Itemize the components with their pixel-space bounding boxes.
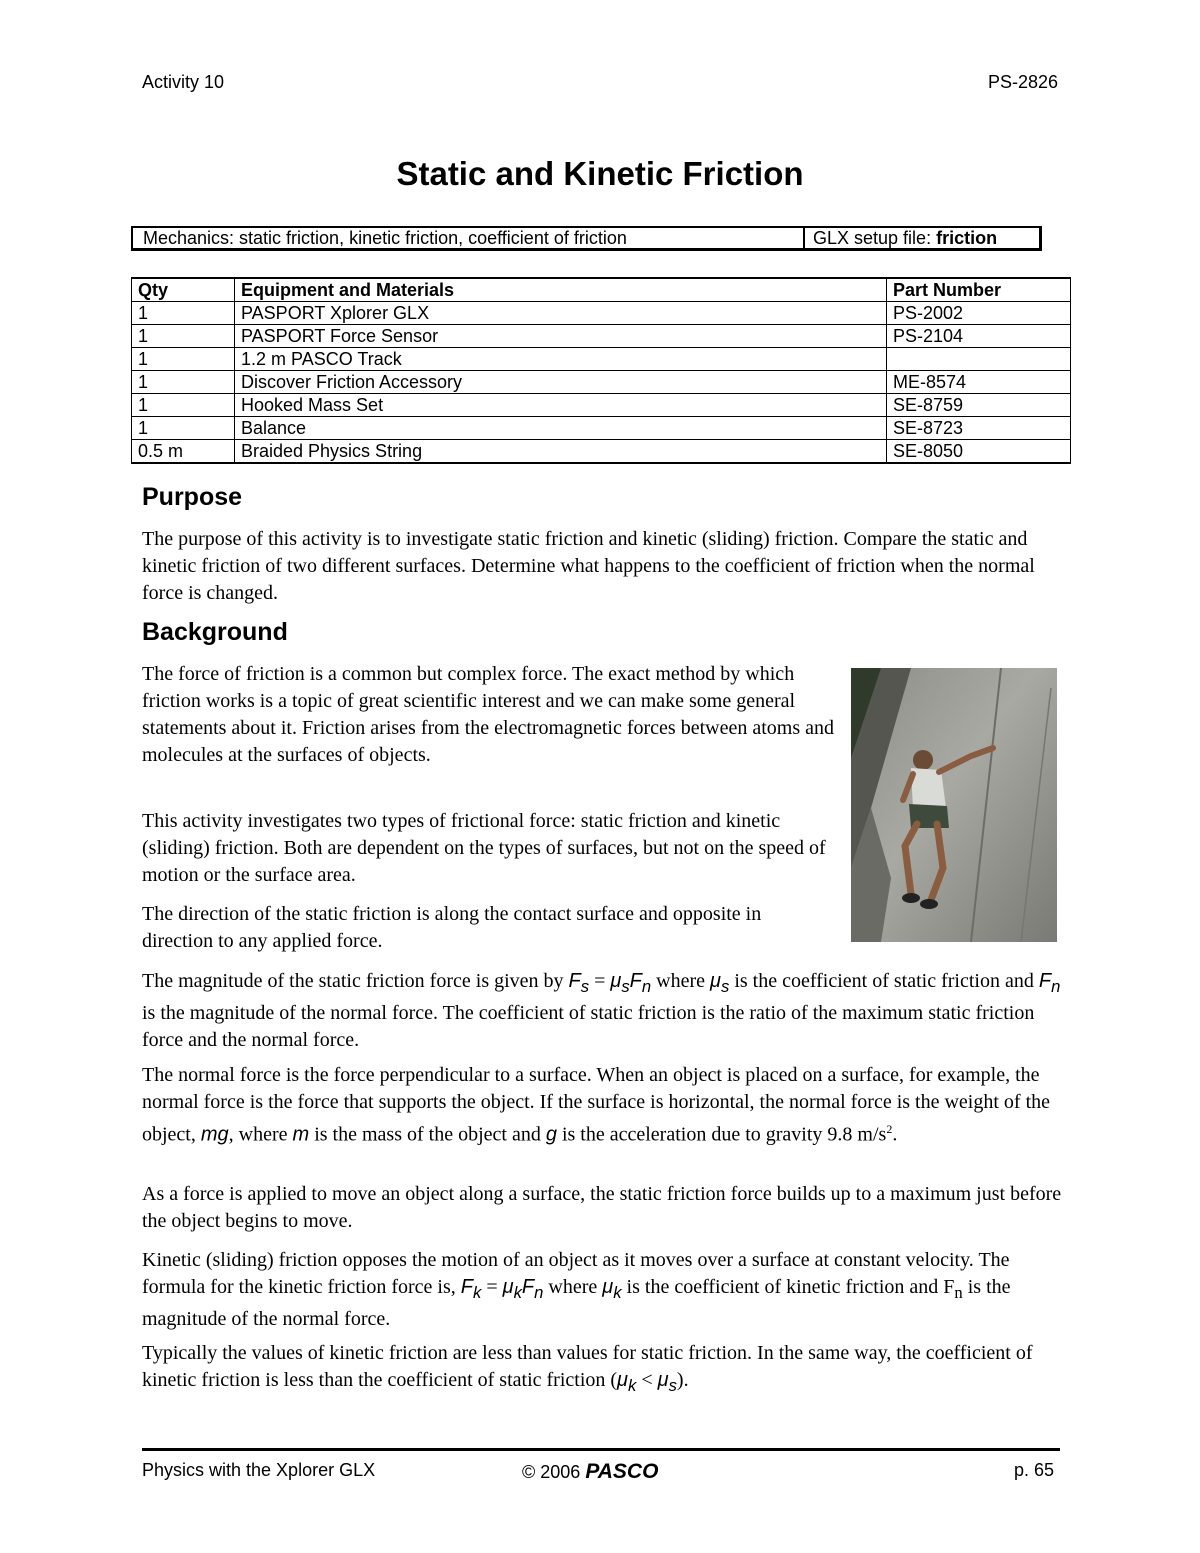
column-header-qty: Qty bbox=[132, 278, 235, 302]
equipment-cell: PASPORT Force Sensor bbox=[235, 325, 887, 348]
page-title: Static and Kinetic Friction bbox=[396, 155, 804, 192]
header-activity: Activity 10 bbox=[142, 72, 225, 92]
mu-k-symbol: $\mu_k$ bbox=[602, 1276, 622, 1302]
table-row bbox=[132, 394, 1071, 417]
setup-file-label: GLX setup file: bbox=[813, 228, 937, 248]
background-paragraph-7 bbox=[142, 1247, 1072, 1333]
equipment-cell: 1.2 m PASCO Track bbox=[235, 348, 887, 371]
mu-s-symbol: $\mu_s$ bbox=[610, 970, 630, 996]
equipment-cell: PASPORT Xplorer GLX bbox=[235, 302, 887, 325]
topic-box bbox=[131, 226, 1042, 251]
qty-cell: 1 bbox=[132, 394, 235, 417]
equals-sign: = bbox=[481, 1276, 503, 1298]
qty-cell: 1 bbox=[132, 302, 235, 325]
p4-text-d: is the magnitude of the normal force. The coefficient of static friction is the ratio of the maximum static friction force and the normal force. bbox=[142, 1002, 1035, 1051]
qty-cell: 1 bbox=[132, 325, 235, 348]
p5-text-c: is the mass of the object and bbox=[309, 1123, 546, 1146]
qty-cell: 0.5 m bbox=[132, 440, 235, 464]
footer-page-number: p. 65 bbox=[1013, 1460, 1054, 1480]
background-paragraph-1: The force of friction is a common but complex force. The exact method by which friction works is a topic of great scientific interest and we can make some general statements about it. Friction arises from the electromagnetic forces between atoms and molecules at the surfaces of objects. bbox=[142, 663, 834, 766]
copyright-text: © 2006 bbox=[522, 1462, 586, 1482]
p5-text-d: is the acceleration due to gravity 9.8 m/s bbox=[556, 1123, 887, 1146]
p7-text-d: is the magnitude of the normal force. bbox=[142, 1276, 1011, 1330]
table-row bbox=[132, 348, 1071, 371]
equipment-cell: Discover Friction Accessory bbox=[235, 371, 887, 394]
background-paragraph-5 bbox=[142, 1062, 1072, 1149]
p5-text-e: . bbox=[892, 1123, 898, 1146]
equipment-table bbox=[131, 277, 1071, 464]
p7-text-c: is the coefficient of kinetic friction and F bbox=[621, 1276, 955, 1298]
setup-file-name: friction bbox=[936, 228, 998, 248]
qty-cell: 1 bbox=[132, 371, 235, 394]
equipment-cell: Balance bbox=[235, 417, 887, 440]
kinetic-friction-symbol: $F_k$ bbox=[460, 1276, 482, 1302]
purpose-heading: Purpose bbox=[142, 483, 243, 511]
p4-text-b: where bbox=[651, 970, 711, 992]
qty-cell: 1 bbox=[132, 348, 235, 371]
squared-superscript: 2 bbox=[886, 1122, 893, 1136]
mass-symbol: m bbox=[292, 1123, 310, 1146]
table-row bbox=[132, 371, 1071, 394]
weight-symbol: mg bbox=[200, 1123, 229, 1146]
p4-text-c: is the coefficient of static friction and bbox=[729, 970, 1039, 992]
equipment-cell: Braided Physics String bbox=[235, 440, 887, 464]
purpose-text: The purpose of this activity is to investigate static friction and kinetic (sliding) friction. Compare the static and kinetic friction of two different surfaces. Determine what happens to the coefficient of friction when the normal force is changed. bbox=[142, 528, 1035, 604]
part-number-cell: SE-8723 bbox=[887, 417, 1071, 440]
p8-text-b: ). bbox=[676, 1369, 689, 1391]
static-friction-symbol: $F_s$ bbox=[568, 970, 590, 996]
setup-file-cell bbox=[805, 228, 997, 248]
topic-list: Mechanics: static friction, kinetic friction, coefficient of friction bbox=[133, 228, 805, 248]
footer-divider bbox=[142, 1448, 1060, 1451]
background-paragraph-4 bbox=[142, 968, 1072, 1054]
normal-force-symbol: $F_n$ bbox=[629, 970, 652, 996]
p5-text-a: The normal force is the force perpendicular to a surface. When an object is placed on a surface, for example, the normal force is the force that supports the object. If the surface is horizontal, the normal force is the weight of the object, bbox=[142, 1064, 1051, 1146]
table-row bbox=[132, 417, 1071, 440]
table-row bbox=[132, 440, 1071, 464]
normal-force-symbol: $F_n$ bbox=[521, 1276, 544, 1302]
background-heading: Background bbox=[142, 618, 288, 646]
mu-k-symbol: $\mu_k$ bbox=[502, 1276, 522, 1302]
header-part-number: PS-2826 bbox=[987, 72, 1058, 92]
rock-climber-photo bbox=[851, 668, 1057, 942]
p7-text-b: where bbox=[543, 1276, 603, 1298]
footer-book-title: Physics with the Xplorer GLX bbox=[142, 1460, 376, 1480]
column-header-equipment: Equipment and Materials bbox=[235, 278, 887, 302]
table-row bbox=[132, 302, 1071, 325]
p5-text-b: , where bbox=[228, 1123, 293, 1146]
qty-cell: 1 bbox=[132, 417, 235, 440]
p4-text-a: The magnitude of the static friction force is given by bbox=[142, 970, 569, 992]
less-than-sign: < bbox=[636, 1369, 658, 1391]
part-number-cell bbox=[887, 348, 1071, 371]
p8-text-a: Typically the values of kinetic friction are less than values for static friction. In the same way, the coefficient of kinetic friction is less than the coefficient of static friction ( bbox=[142, 1342, 1033, 1391]
pasco-logo: PASCO bbox=[585, 1460, 659, 1483]
gravity-symbol: g bbox=[545, 1123, 557, 1146]
mu-s-symbol: $\mu_s$ bbox=[657, 1369, 677, 1395]
table-header-row bbox=[132, 278, 1071, 302]
background-paragraph-6: As a force is applied to move an object along a surface, the static friction force builds up to a maximum just before the object begins to move. bbox=[142, 1183, 1062, 1232]
mu-s-symbol: $\mu_s$ bbox=[710, 970, 730, 996]
mu-k-symbol: $\mu_k$ bbox=[617, 1369, 637, 1395]
part-number-cell: PS-2002 bbox=[887, 302, 1071, 325]
equipment-cell: Hooked Mass Set bbox=[235, 394, 887, 417]
table-row bbox=[132, 325, 1071, 348]
part-number-cell: ME-8574 bbox=[887, 371, 1071, 394]
p7-text-a: Kinetic (sliding) friction opposes the motion of an object as it moves over a surface at constant velocity. The formula for the kinetic friction force is, bbox=[142, 1249, 1010, 1298]
normal-subscript: n bbox=[954, 1283, 963, 1302]
background-paragraph-8 bbox=[142, 1340, 1072, 1399]
equals-sign: = bbox=[589, 970, 611, 992]
column-header-part-number: Part Number bbox=[887, 278, 1071, 302]
part-number-cell: PS-2104 bbox=[887, 325, 1071, 348]
part-number-cell: SE-8050 bbox=[887, 440, 1071, 464]
background-paragraph-2: This activity investigates two types of frictional force: static friction and kinetic (sliding) friction. Both are dependent on the types of surfaces, but not on the speed of motion or the surface area. bbox=[142, 810, 826, 886]
footer-copyright bbox=[522, 1460, 658, 1484]
normal-force-symbol: $F_n$ bbox=[1038, 970, 1061, 996]
part-number-cell: SE-8759 bbox=[887, 394, 1071, 417]
background-paragraph-3: The direction of the static friction is along the contact surface and opposite in direction to any applied force. bbox=[142, 903, 762, 952]
